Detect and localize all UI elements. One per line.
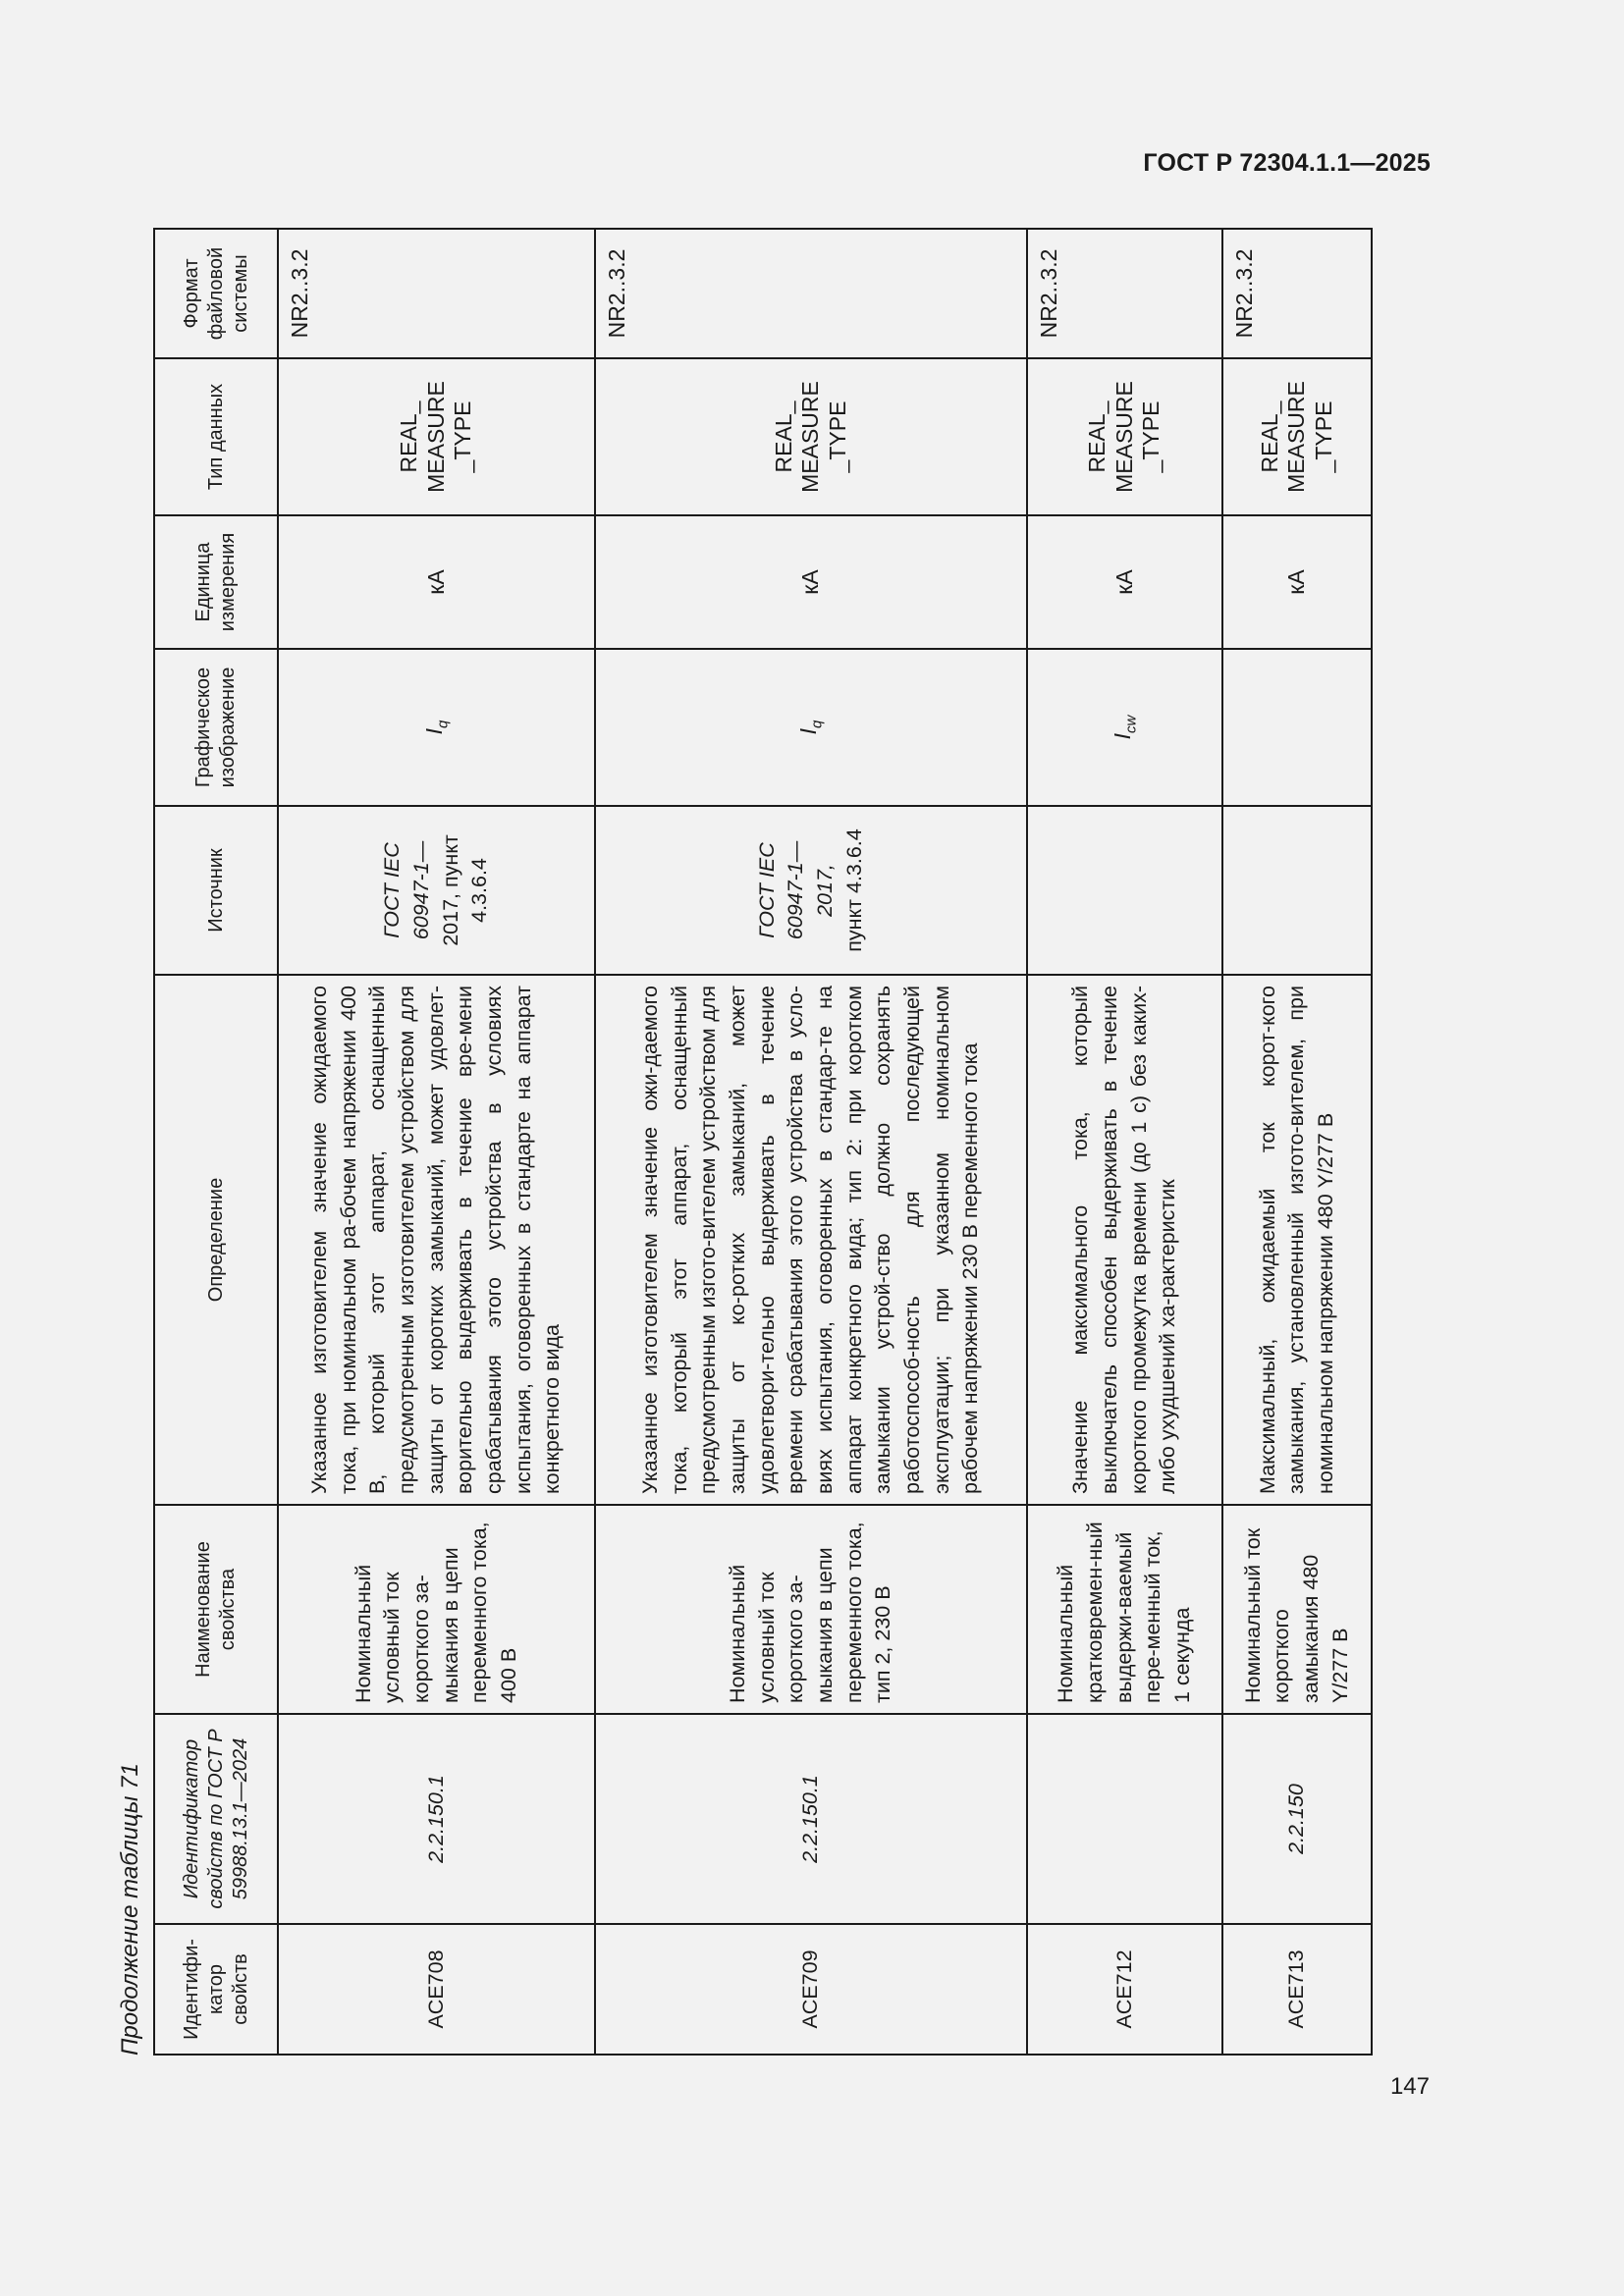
property-definition: Указанное изготовителем значение ожидаемого тока, при номинальном ра-бочем напряжении 400 В, который этот аппарат, оснащенный предусмотренным изготовителем устройством для защиты от коротких замыканий, может удовлет-ворительно выдерживать в течение вре-мени срабатывания этого устройства в условиях испытания, оговоренных в стандарте на аппарат конкретного вида — [278, 975, 595, 1505]
property-source — [1222, 806, 1372, 975]
property-datatype: REAL_ MEASURE _TYPE — [1027, 358, 1222, 515]
symbol-subscript: q — [808, 720, 826, 728]
table-row — [1222, 229, 1372, 2055]
gost-property-id: 2.2.150.1 — [595, 1714, 1027, 1924]
source-standard: ГОСТ IEC 60947-1— — [380, 840, 433, 940]
property-source — [278, 806, 595, 975]
table-row — [1027, 229, 1222, 2055]
property-definition: Указанное изготовителем значение ожи-даемого тока, который этот аппарат, оснащенный предусмотренным изгото-вителем устройством для защиты от ко-ротких замыканий, может удовлетвори-тельно выдерживать в течение времени срабатывания этого устройства в усло-виях испытания, оговоренных в стандар-те на аппарат конкретного вида; тип 2: при коротком замыкании устрой-ство должно сохранять работоспособ-ность для последующей эксплуатации; при указанном номинальном рабочем напряжении 230 В переменного тока — [595, 975, 1027, 1505]
property-source — [1027, 806, 1222, 975]
column-header-name: Наименование свойства — [154, 1505, 278, 1714]
gost-property-id — [1027, 1714, 1222, 1924]
property-symbol — [1027, 649, 1222, 806]
symbol-base: I — [1109, 732, 1135, 740]
property-unit: кА — [595, 515, 1027, 649]
property-name: Номинальный условный ток короткого за-мыкания в цепи переменного тока, тип 2, 230 В — [595, 1505, 1027, 1714]
column-header-datatype: Тип данных — [154, 358, 278, 515]
column-header-id: Идентифи-катор свойств — [154, 1924, 278, 2055]
symbol-base: I — [795, 727, 822, 735]
property-datatype: REAL_ MEASURE _TYPE — [595, 358, 1027, 515]
source-clause: 2017, пункт 4.3.6.4 — [438, 834, 492, 946]
property-format: NR2..3.2 — [1222, 229, 1372, 358]
source-standard: ГОСТ IEC 60947-1— 2017, — [754, 840, 837, 940]
property-id: ACE709 — [595, 1924, 1027, 2055]
property-source — [595, 806, 1027, 975]
property-name: Номинальный условный ток короткого за-мыкания в цепи переменного тока, 400 В — [278, 1505, 595, 1714]
gost-property-id: 2.2.150.1 — [278, 1714, 595, 1924]
column-header-definition: Определение — [154, 975, 278, 1505]
property-unit: кА — [278, 515, 595, 649]
property-id: ACE713 — [1222, 1924, 1372, 2055]
symbol-base: I — [420, 727, 447, 735]
column-header-format: Формат файловой системы — [154, 229, 278, 358]
property-definition: Максимальный, ожидаемый ток корот-кого замыкания, установленный изгото-вителем, при номинальном напряжении 480 Y/277 В — [1222, 975, 1372, 1505]
property-symbol — [278, 649, 595, 806]
property-datatype: REAL_ MEASURE _TYPE — [278, 358, 595, 515]
property-format: NR2..3.2 — [595, 229, 1027, 358]
property-id: ACE712 — [1027, 1924, 1222, 2055]
table-row — [595, 229, 1027, 2055]
property-format: NR2..3.2 — [278, 229, 595, 358]
standard-code: ГОСТ Р 72304.1.1—2025 — [1143, 149, 1431, 177]
column-header-gost-id: Идентификатор свойств по ГОСТ Р 59988.13.1—2024 — [154, 1714, 278, 1924]
column-header-symbol: Графическое изображение — [154, 649, 278, 806]
property-name: Номинальный кратковремен-ный выдержи-ваемый пере-менный ток, 1 секунда — [1027, 1505, 1222, 1714]
symbol-subscript: cw — [1122, 715, 1140, 733]
properties-table — [153, 228, 1373, 2056]
source-clause: пункт 4.3.6.4 — [841, 828, 866, 952]
column-header-unit: Единица измерения — [154, 515, 278, 649]
gost-property-id: 2.2.150 — [1222, 1714, 1372, 1924]
table-row — [278, 229, 595, 2055]
rotated-table-block — [108, 230, 1367, 2056]
table-continuation-caption: Продолжение таблицы 71 — [117, 1763, 143, 2056]
property-definition: Значение максимального тока, который выключатель способен выдерживать в течение короткого промежутка времени (до 1 с) без каких-либо ухудшений ха-рактеристик — [1027, 975, 1222, 1505]
page-number: 147 — [1389, 2073, 1430, 2100]
column-header-source: Источник — [154, 806, 278, 975]
property-id: ACE708 — [278, 1924, 595, 2055]
property-symbol — [595, 649, 1027, 806]
symbol-subscript: q — [434, 720, 452, 728]
property-datatype: REAL_ MEASURE _TYPE — [1222, 358, 1372, 515]
property-format: NR2..3.2 — [1027, 229, 1222, 358]
property-name: Номинальный ток короткого замыкания 480 Y/277 В — [1222, 1505, 1372, 1714]
table-header-row — [154, 229, 278, 2055]
property-unit: кА — [1027, 515, 1222, 649]
property-unit: кА — [1222, 515, 1372, 649]
property-symbol — [1222, 649, 1372, 806]
